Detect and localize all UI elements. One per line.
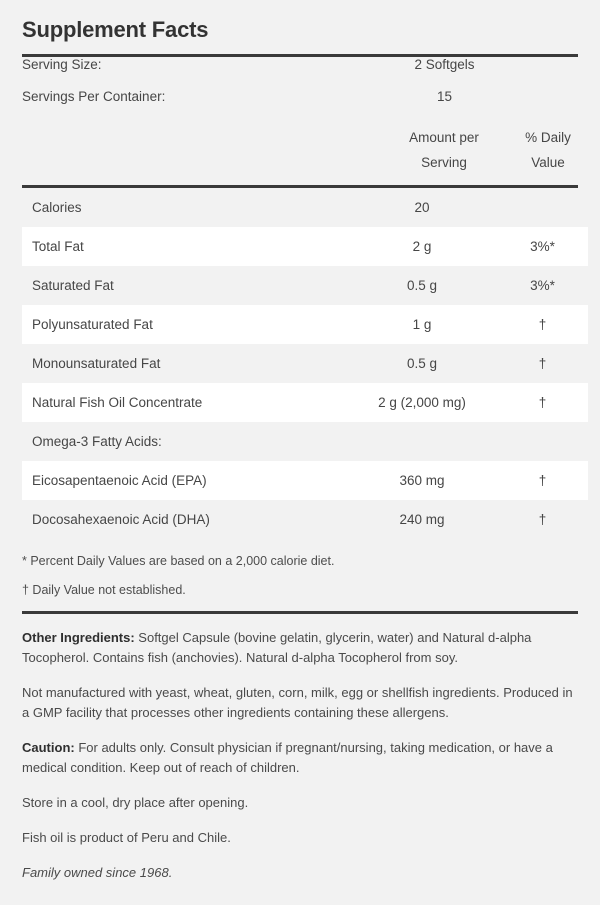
table-row (22, 227, 588, 266)
nutrient-name: Docosahexaenoic Acid (DHA) (32, 512, 210, 527)
table-row (22, 422, 588, 461)
table-row (22, 344, 588, 383)
nutrient-name: Total Fat (32, 239, 84, 254)
table-row (22, 500, 588, 539)
footnote-daily-value-basis: * Percent Daily Values are based on a 2,000 calorie diet. (22, 554, 335, 568)
nutrient-daily-value: 3%* (530, 239, 555, 254)
servings-per-container-row (22, 89, 578, 121)
serving-info-block (22, 57, 578, 121)
amount-header-line2: Serving (421, 155, 467, 170)
nutrient-amount: 240 mg (399, 512, 445, 527)
nutrient-name: Saturated Fat (32, 278, 114, 293)
storage-paragraph: Store in a cool, dry place after opening. (22, 795, 249, 810)
nutrient-amount: 0.5 g (406, 356, 438, 371)
family-owned-paragraph: Family owned since 1968. (22, 865, 173, 880)
dv-header-line1: % Daily (525, 130, 571, 145)
nutrient-daily-value: † (538, 512, 547, 527)
other-ingredients-text: Softgel Capsule (bovine gelatin, glycerin, water) and Natural d-alpha Tocopherol. Contains fish (anchovies). Natural d-alpha Tocopherol from soy. (22, 630, 532, 665)
nutrient-daily-value: † (538, 473, 547, 488)
nutrient-name: Omega-3 Fatty Acids: (32, 434, 162, 449)
daily-value-header (509, 125, 587, 175)
footnote-dv-not-established: † Daily Value not established. (22, 583, 186, 597)
serving-size-label: Serving Size: (22, 57, 102, 72)
nutrient-amount: 1 g (412, 317, 432, 332)
nutrient-name: Calories (32, 200, 82, 215)
nutrient-daily-value: † (538, 356, 547, 371)
nutrient-name: Eicosapentaenoic Acid (EPA) (32, 473, 207, 488)
amount-header-line1: Amount per (409, 130, 479, 145)
nutrient-name: Polyunsaturated Fat (32, 317, 153, 332)
nutrient-amount: 20 (414, 200, 430, 215)
nutrient-daily-value (497, 188, 588, 227)
nutrient-amount: 0.5 g (406, 278, 438, 293)
table-row (22, 461, 588, 500)
nutrient-table (22, 188, 588, 539)
allergen-paragraph: Not manufactured with yeast, wheat, gluten, corn, milk, egg or shellfish ingredients. Produced in a GMP facility that processes other ingredients containing these allergens. (22, 685, 573, 720)
nutrient-amount (347, 422, 497, 461)
table-row (22, 305, 588, 344)
table-row (22, 188, 588, 227)
other-ingredients-label: Other Ingredients: (22, 630, 135, 645)
body-text-block (22, 614, 578, 883)
page-title: Supplement Facts (22, 17, 209, 42)
origin-paragraph: Fish oil is product of Peru and Chile. (22, 830, 231, 845)
footnotes-block (22, 539, 578, 599)
amount-per-serving-header (359, 125, 529, 175)
nutrient-amount: 2 g (2,000 mg) (378, 395, 466, 410)
table-row (22, 383, 588, 422)
caution-label: Caution: (22, 740, 75, 755)
nutrient-name: Monounsaturated Fat (32, 356, 161, 371)
serving-size-value: 2 Softgels (414, 57, 475, 72)
dv-header-line2: Value (531, 155, 565, 170)
nutrient-amount: 2 g (412, 239, 432, 254)
serving-size-row (22, 57, 578, 89)
nutrient-daily-value: † (538, 395, 547, 410)
nutrient-name: Natural Fish Oil Concentrate (32, 395, 203, 410)
nutrient-daily-value (497, 422, 588, 461)
servings-per-container-label: Servings Per Container: (22, 89, 166, 104)
caution-paragraph (22, 738, 578, 778)
servings-per-container-value: 15 (436, 89, 453, 104)
table-row (22, 266, 588, 305)
nutrient-daily-value: 3%* (530, 278, 555, 293)
nutrient-amount: 360 mg (399, 473, 445, 488)
caution-text: For adults only. Consult physician if pregnant/nursing, taking medication, or have a medical condition. Keep out of reach of children. (22, 740, 553, 775)
nutrient-daily-value: † (538, 317, 547, 332)
nutrient-table-body (22, 188, 588, 539)
column-headers (22, 125, 578, 185)
other-ingredients-paragraph (22, 628, 578, 668)
